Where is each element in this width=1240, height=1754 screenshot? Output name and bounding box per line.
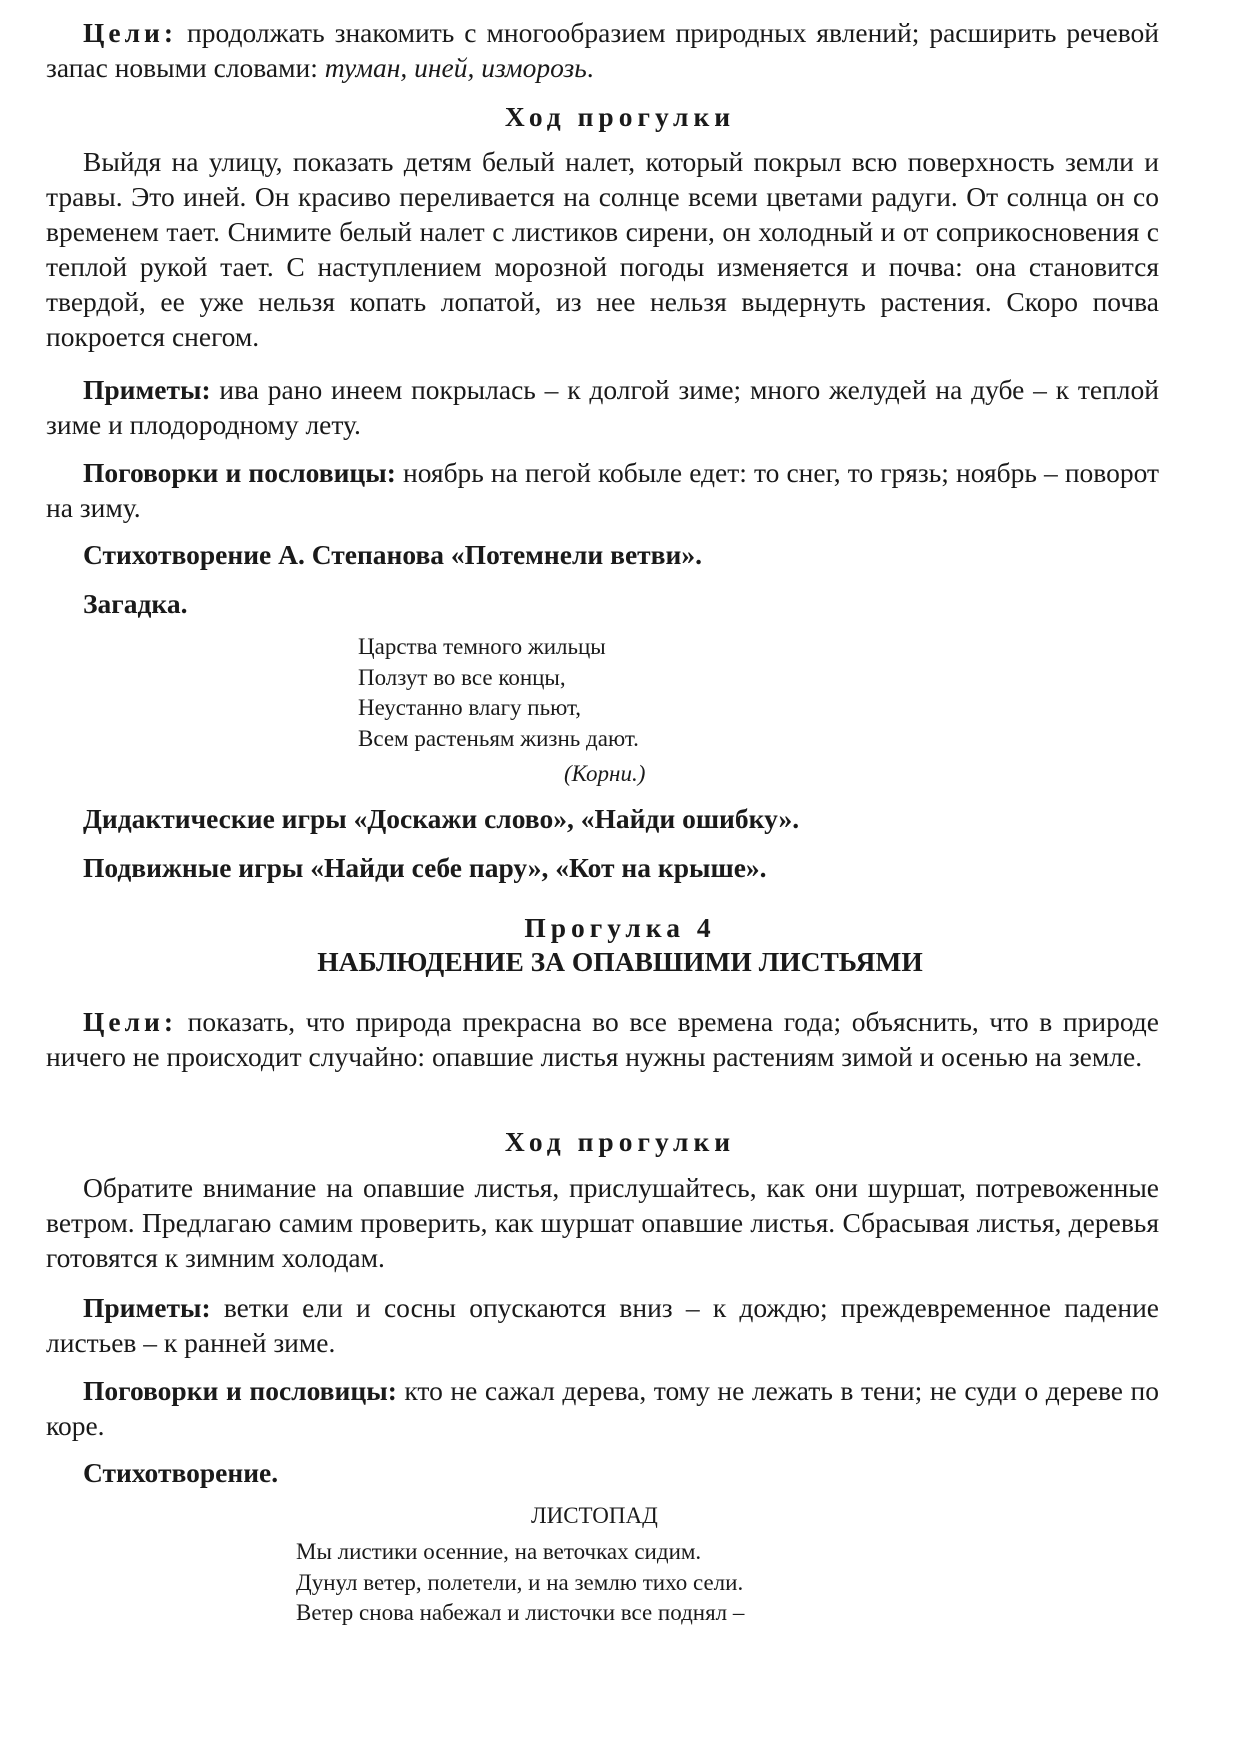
didactic-games: Дидактические игры «Доскажи слово», «Найди ошибку». xyxy=(83,803,800,834)
riddle-verse xyxy=(358,632,639,754)
active-games: Подвижные игры «Найди себе пару», «Кот на крыше». xyxy=(83,852,767,883)
goals-paragraph-2 xyxy=(46,1004,1159,1074)
section-title: НАБЛЮДЕНИЕ ЗА ОПАВШИМИ ЛИСТЬЯМИ xyxy=(317,946,923,977)
walk-number: Прогулка 4 xyxy=(524,912,716,943)
goals-text-2: показать, что природа прекрасна во все времена года; объяснить, что в природе ничего не происходит случайно: опавшие листья нужны растениям зимой и осенью на земле. xyxy=(46,1006,1159,1072)
signs-text-2: ветки ели и сосны опускаются вниз – к дождю; преждевременное падение листьев – к ранней зиме. xyxy=(46,1292,1159,1358)
walk-text-2: Обратите внимание на опавшие листья, прислушайтесь, как они шуршат, потревоженные ветром. Предлагаю самим проверить, как шуршат опавшие листья. Сбрасывая листья, деревья готовятся к зимним холодам. xyxy=(46,1172,1159,1273)
riddle-answer: (Корни.) xyxy=(564,761,646,786)
sayings-text: ноябрь на пегой кобыле едет: то снег, то грязь; ноябрь – поворот на зиму. xyxy=(46,457,1159,523)
poem-verse xyxy=(296,1537,744,1629)
goals-end: . xyxy=(586,52,594,83)
goals-label-2: Цели: xyxy=(83,1006,178,1037)
sayings-paragraph-2 xyxy=(46,1373,1159,1443)
sayings-paragraph xyxy=(46,455,1159,525)
signs-label: Приметы: xyxy=(83,374,211,405)
goals-label: Цели: xyxy=(83,17,178,48)
poem-title: ЛИСТОПАД xyxy=(531,1503,658,1528)
sayings-text-2: кто не сажал дерева, тому не лежать в тени; не суди о дереве по коре. xyxy=(46,1375,1160,1441)
goals-paragraph xyxy=(46,15,1159,85)
sayings-label-2: Поговорки и пословицы: xyxy=(83,1375,397,1406)
poem-label: Стихотворение. xyxy=(83,1457,279,1488)
poem-line: Дунул ветер, полетели, и на землю тихо сели. xyxy=(296,1569,744,1595)
signs-paragraph xyxy=(46,372,1159,442)
riddle-label: Загадка. xyxy=(83,588,188,619)
walk-heading: Ход прогулки xyxy=(504,101,736,132)
goals-text: продолжать знакомить с многообразием природных явлений; расширить речевой запас новыми словами: xyxy=(46,17,1159,83)
walk-heading-2: Ход прогулки xyxy=(504,1126,736,1157)
riddle-line: Царства темного жильцы xyxy=(358,634,606,659)
riddle-line: Неустанно влагу пьют, xyxy=(358,695,582,720)
signs-text: ива рано инеем покрылась – к долгой зиме; много желудей на дубе – к теплой зиме и плодородному лету. xyxy=(46,374,1159,440)
signs-paragraph-2 xyxy=(46,1290,1159,1360)
poem-line: Мы листики осенние, на веточках сидим. xyxy=(296,1539,702,1564)
goals-words: туман, иней, изморозь xyxy=(324,52,587,83)
poem-line: Ветер снова набежал и листочки все поднял – xyxy=(296,1600,745,1625)
walk-text: Выйдя на улицу, показать детям белый налет, который покрыл всю поверхность земли и травы. Это иней. Он красиво переливается на солнце всеми цветами радуги. От солнца он со временем тает. Снимите белый налет с листиков сирени, он холодный и от соприкосновения с теплой рукой тает. С наступлением морозной погоды изменяется и почва: она становится твердой, ее уже нельзя копать лопатой, из нее нельзя выдернуть растения. Скоро почва покроется снегом. xyxy=(46,146,1159,352)
poem-line: Стихотворение А. Степанова «Потемнели ветви». xyxy=(83,539,702,570)
sayings-label: Поговорки и пословицы: xyxy=(83,457,396,488)
signs-label-2: Приметы: xyxy=(83,1292,211,1323)
riddle-line: Ползут во все концы, xyxy=(358,664,566,690)
riddle-line: Всем растеньям жизнь дают. xyxy=(358,725,639,751)
